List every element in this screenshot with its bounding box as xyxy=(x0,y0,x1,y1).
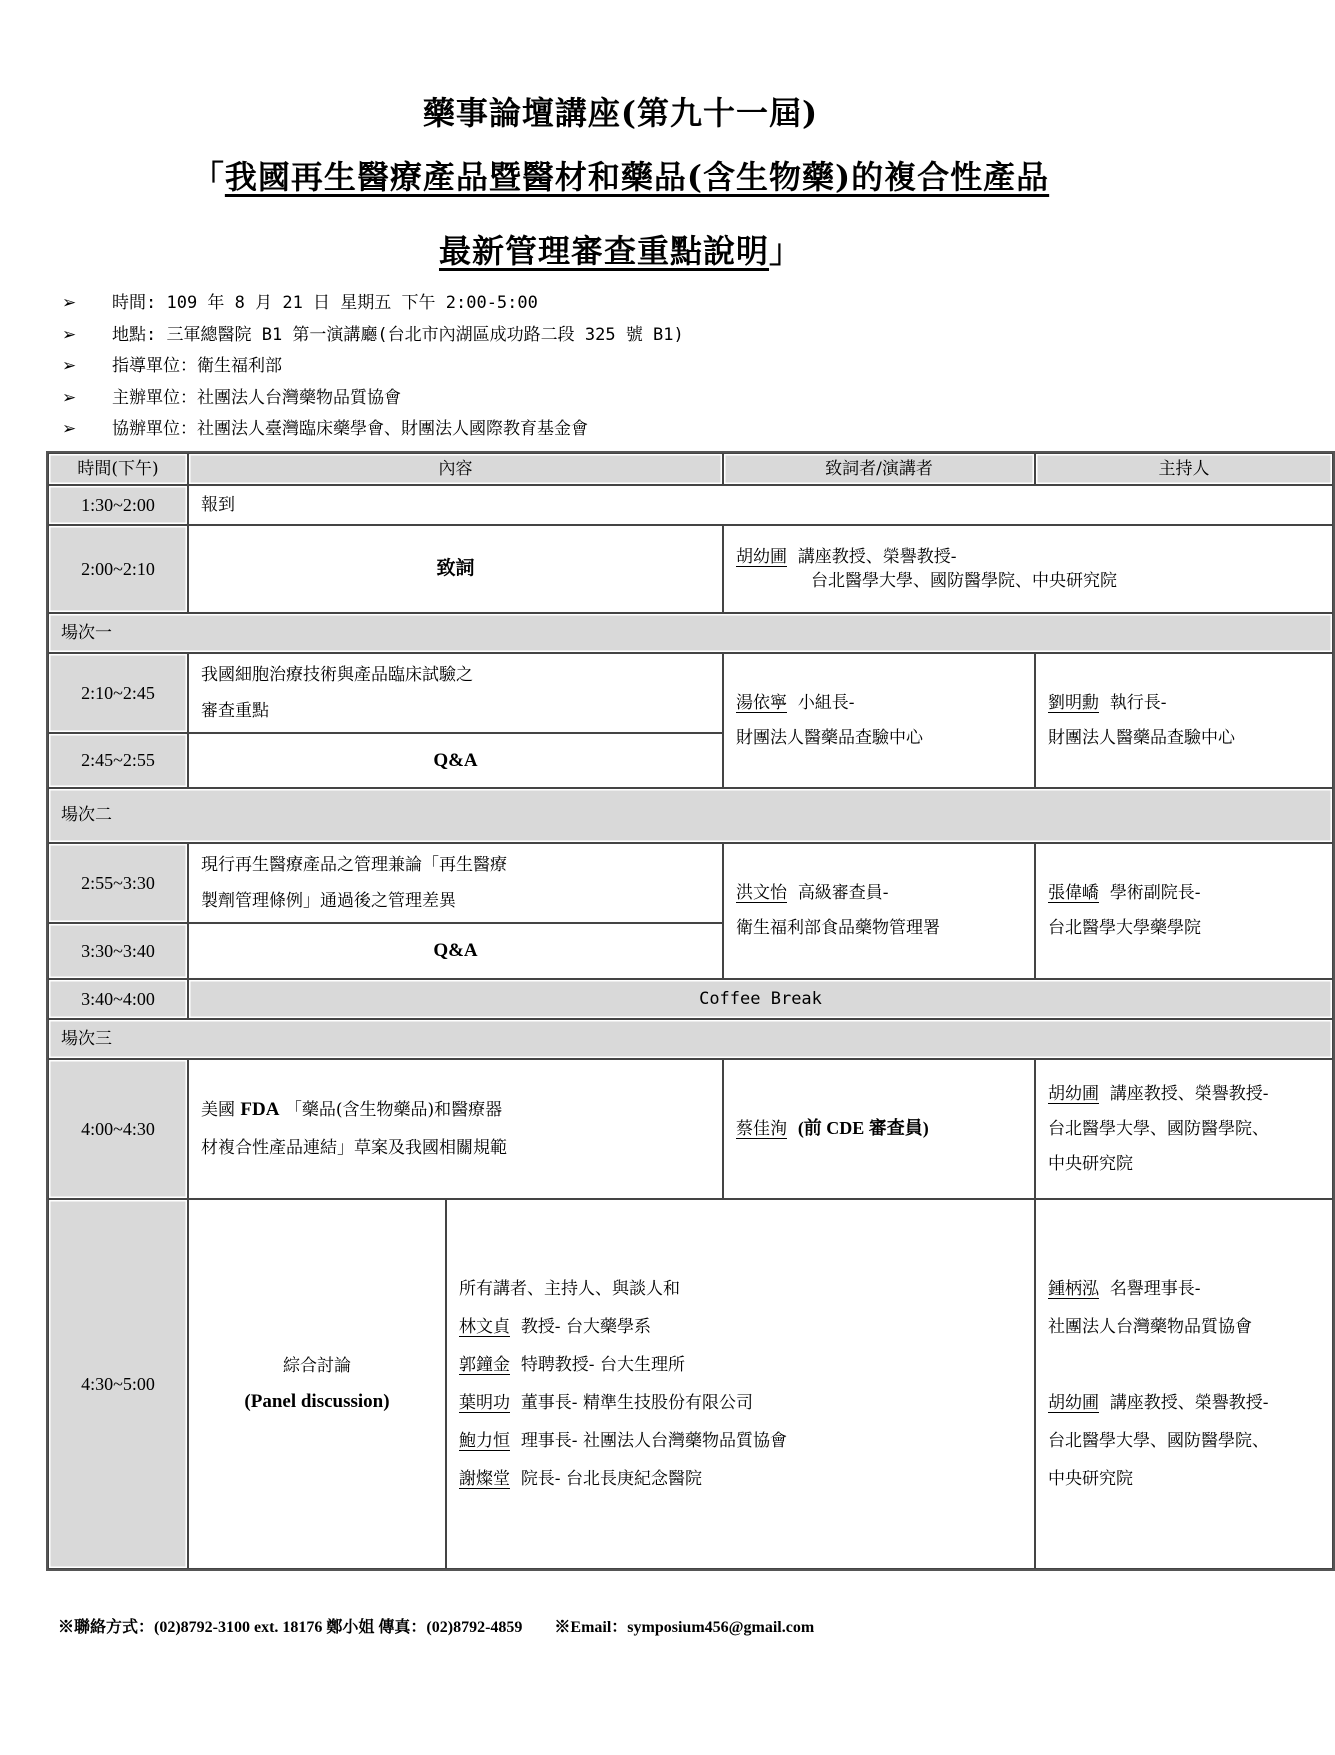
host-title: 講座教授、榮譽教授- xyxy=(1109,1083,1269,1104)
host-title: 學術副院長- xyxy=(1109,883,1201,903)
talk-title-l1: 現行再生醫療產品之管理兼論「再生醫療 xyxy=(201,855,507,875)
panelist-name: 謝燦堂 xyxy=(459,1469,510,1489)
host-cell xyxy=(1035,1199,1333,1569)
arrow-bullet-icon: ➢ xyxy=(62,419,77,439)
info-co-organizer-text: 協辦單位：社團法人臺灣臨床藥學會、財團法人國際教育基金會 xyxy=(112,419,588,439)
time-cell: 2:00~2:10 xyxy=(48,525,188,613)
arrow-bullet-icon: ➢ xyxy=(62,293,77,313)
header-content: 內容 xyxy=(188,453,723,485)
speaker-title: 講座教授、榮譽教授- xyxy=(797,547,957,567)
table-row xyxy=(48,653,1333,733)
time-cell: 4:30~5:00 xyxy=(48,1199,188,1569)
speaker-title: 小組長- xyxy=(797,692,855,713)
coffee-break: Coffee Break xyxy=(188,979,1333,1019)
panelist-name: 郭鐘金 xyxy=(459,1355,510,1375)
time-cell: 1:30~2:00 xyxy=(48,485,188,525)
host-org: 中央研究院 xyxy=(1048,1153,1133,1174)
event-info-list xyxy=(62,288,684,446)
info-co-organizer xyxy=(62,414,684,446)
host-name: 劉明勳 xyxy=(1048,692,1099,713)
speaker-name: 胡幼圃 xyxy=(736,547,787,567)
session-label: 場次三 xyxy=(48,1019,1333,1059)
contact-footer: ※聯絡方式：(02)8792-3100 ext. 18176 鄭小姐 傳真：(02)8792-4859 ※Email：symposium456@gmail.com xyxy=(58,1619,815,1636)
subtitle-text-2: 最新管理審查重點說明 xyxy=(438,232,769,270)
info-guidance-text: 指導單位：衛生福利部 xyxy=(112,356,282,376)
speaker-org: 衛生福利部食品藥物管理署 xyxy=(736,918,940,938)
panelist-name: 林文貞 xyxy=(459,1317,510,1337)
close-quote: 」 xyxy=(769,232,803,270)
arrow-bullet-icon: ➢ xyxy=(62,356,77,376)
session-label: 場次二 xyxy=(48,788,1333,843)
speaker-name: 湯依寧 xyxy=(736,692,787,713)
table-header-row xyxy=(48,453,1333,485)
time-cell: 2:55~3:30 xyxy=(48,843,188,923)
header-speaker: 致詞者/演講者 xyxy=(723,453,1035,485)
session-row xyxy=(48,613,1333,653)
host-org: 台北醫學大學藥學院 xyxy=(1048,918,1201,938)
host-org: 台北醫學大學、國防醫學院、 xyxy=(1048,1118,1269,1139)
content-cell xyxy=(188,653,723,733)
subtitle-line-2 xyxy=(0,226,1241,272)
qa-label: Q&A xyxy=(433,749,478,771)
host-org: 財團法人醫藥品查驗中心 xyxy=(1048,727,1235,748)
content-cell: 報到 xyxy=(188,485,1333,525)
info-guidance xyxy=(62,351,684,383)
host-name: 胡幼圃 xyxy=(1048,1393,1099,1413)
host-org: 台北醫學大學、國防醫學院、 xyxy=(1048,1431,1269,1451)
header-time: 時間(下午) xyxy=(48,453,188,485)
session-row xyxy=(48,788,1333,843)
speaker-title: 高級審查員- xyxy=(797,883,889,903)
host-cell xyxy=(1035,653,1333,788)
info-organizer xyxy=(62,383,684,415)
content-cell xyxy=(188,1199,446,1569)
content-cell xyxy=(188,843,723,923)
info-location-text: 地點: 三軍總醫院 B1 第一演講廳(台北市內湖區成功路二段 325 號 B1) xyxy=(112,324,684,345)
session-label: 場次一 xyxy=(48,613,1333,653)
host-cell xyxy=(1035,843,1333,979)
speaker-cell xyxy=(723,525,1333,613)
time-cell: 4:00~4:30 xyxy=(48,1059,188,1199)
content-cell xyxy=(188,923,723,979)
panelist-name: 葉明功 xyxy=(459,1393,510,1413)
host-name: 張偉嶠 xyxy=(1048,883,1099,903)
arrow-bullet-icon: ➢ xyxy=(62,324,77,345)
schedule-table xyxy=(46,451,1335,1571)
host-name: 鍾柄泓 xyxy=(1048,1279,1099,1299)
talk-title-l1: 我國細胞治療技術與產品臨床試驗之 xyxy=(201,665,473,685)
speaker-name: 洪文怡 xyxy=(736,883,787,903)
table-row xyxy=(48,1199,1333,1569)
table-row xyxy=(48,1059,1333,1199)
subtitle-line-1 xyxy=(0,152,1241,198)
speaker-org: 財團法人醫藥品查驗中心 xyxy=(736,727,923,748)
talk-title-l2: 審查重點 xyxy=(201,701,269,721)
host-title: 執行長- xyxy=(1109,692,1167,713)
info-organizer-text: 主辦單位：社團法人台灣藥物品質協會 xyxy=(112,387,401,408)
arrow-bullet-icon: ➢ xyxy=(62,387,77,408)
speaker-org: 台北醫學大學、國防醫學院、中央研究院 xyxy=(811,571,1117,591)
table-row xyxy=(48,525,1333,613)
host-title: 名譽理事長- xyxy=(1109,1279,1201,1299)
panel-title-en: (Panel discussion) xyxy=(244,1391,390,1412)
panelist-desc: 特聘教授- 台大生理所 xyxy=(520,1355,685,1375)
time-cell: 3:40~4:00 xyxy=(48,979,188,1019)
talk-title-fda: FDA xyxy=(240,1099,280,1120)
panelist-desc: 教授- 台大藥學系 xyxy=(520,1317,651,1337)
host-name: 胡幼圃 xyxy=(1048,1083,1099,1104)
info-location xyxy=(62,320,684,352)
content-cell xyxy=(188,1059,723,1199)
open-quote: 「 xyxy=(191,158,225,196)
talk-title-l2: 材複合性產品連結」草案及我國相關規範 xyxy=(201,1138,507,1158)
speaker-cell xyxy=(723,653,1035,788)
panel-title: 綜合討論 xyxy=(283,1356,351,1376)
table-row xyxy=(48,485,1333,525)
info-time xyxy=(62,288,684,320)
table-row xyxy=(48,843,1333,923)
subtitle-text-1: 我國再生醫療產品暨醫材和藥品(含生物藥)的複合性產品 xyxy=(224,158,1050,196)
time-cell: 3:30~3:40 xyxy=(48,923,188,979)
panelist-desc: 理事長- 社團法人台灣藥物品質協會 xyxy=(520,1431,787,1451)
info-time-text: 時間: 109 年 8 月 21 日 星期五 下午 2:00-5:00 xyxy=(112,293,538,313)
panelist-desc: 董事長- 精準生技股份有限公司 xyxy=(520,1393,753,1413)
time-cell: 2:45~2:55 xyxy=(48,733,188,788)
host-cell xyxy=(1035,1059,1333,1199)
talk-title-l2: 製劑管理條例」通過後之管理差異 xyxy=(201,891,456,911)
panel-intro: 所有講者、主持人、與談人和 xyxy=(459,1279,680,1299)
host-org: 中央研究院 xyxy=(1048,1469,1133,1489)
qa-label: Q&A xyxy=(433,940,478,961)
time-cell: 2:10~2:45 xyxy=(48,653,188,733)
header-host: 主持人 xyxy=(1035,453,1333,485)
speaker-name: 蔡佳洵 xyxy=(736,1119,787,1139)
panelist-name: 鮑力恒 xyxy=(459,1431,510,1451)
content-cell xyxy=(188,525,723,613)
speaker-title: (前 CDE 審查員) xyxy=(797,1118,929,1138)
content-cell xyxy=(188,733,723,788)
speaker-cell xyxy=(723,1059,1035,1199)
welcome-speech: 致詞 xyxy=(436,558,475,579)
panelist-desc: 院長- 台北長庚紀念醫院 xyxy=(520,1469,702,1489)
talk-title-l1a: 美國 xyxy=(201,1100,241,1120)
session-row xyxy=(48,1019,1333,1059)
host-title: 講座教授、榮譽教授- xyxy=(1109,1393,1269,1413)
page-title: 藥事論壇講座(第九十一屆) xyxy=(422,94,819,132)
table-row xyxy=(48,979,1333,1019)
speaker-cell xyxy=(723,843,1035,979)
panelists-cell xyxy=(446,1199,1035,1569)
host-org: 社團法人台灣藥物品質協會 xyxy=(1048,1317,1252,1337)
talk-title-l1c: 「藥品(含生物藥品)和醫療器 xyxy=(279,1100,503,1120)
